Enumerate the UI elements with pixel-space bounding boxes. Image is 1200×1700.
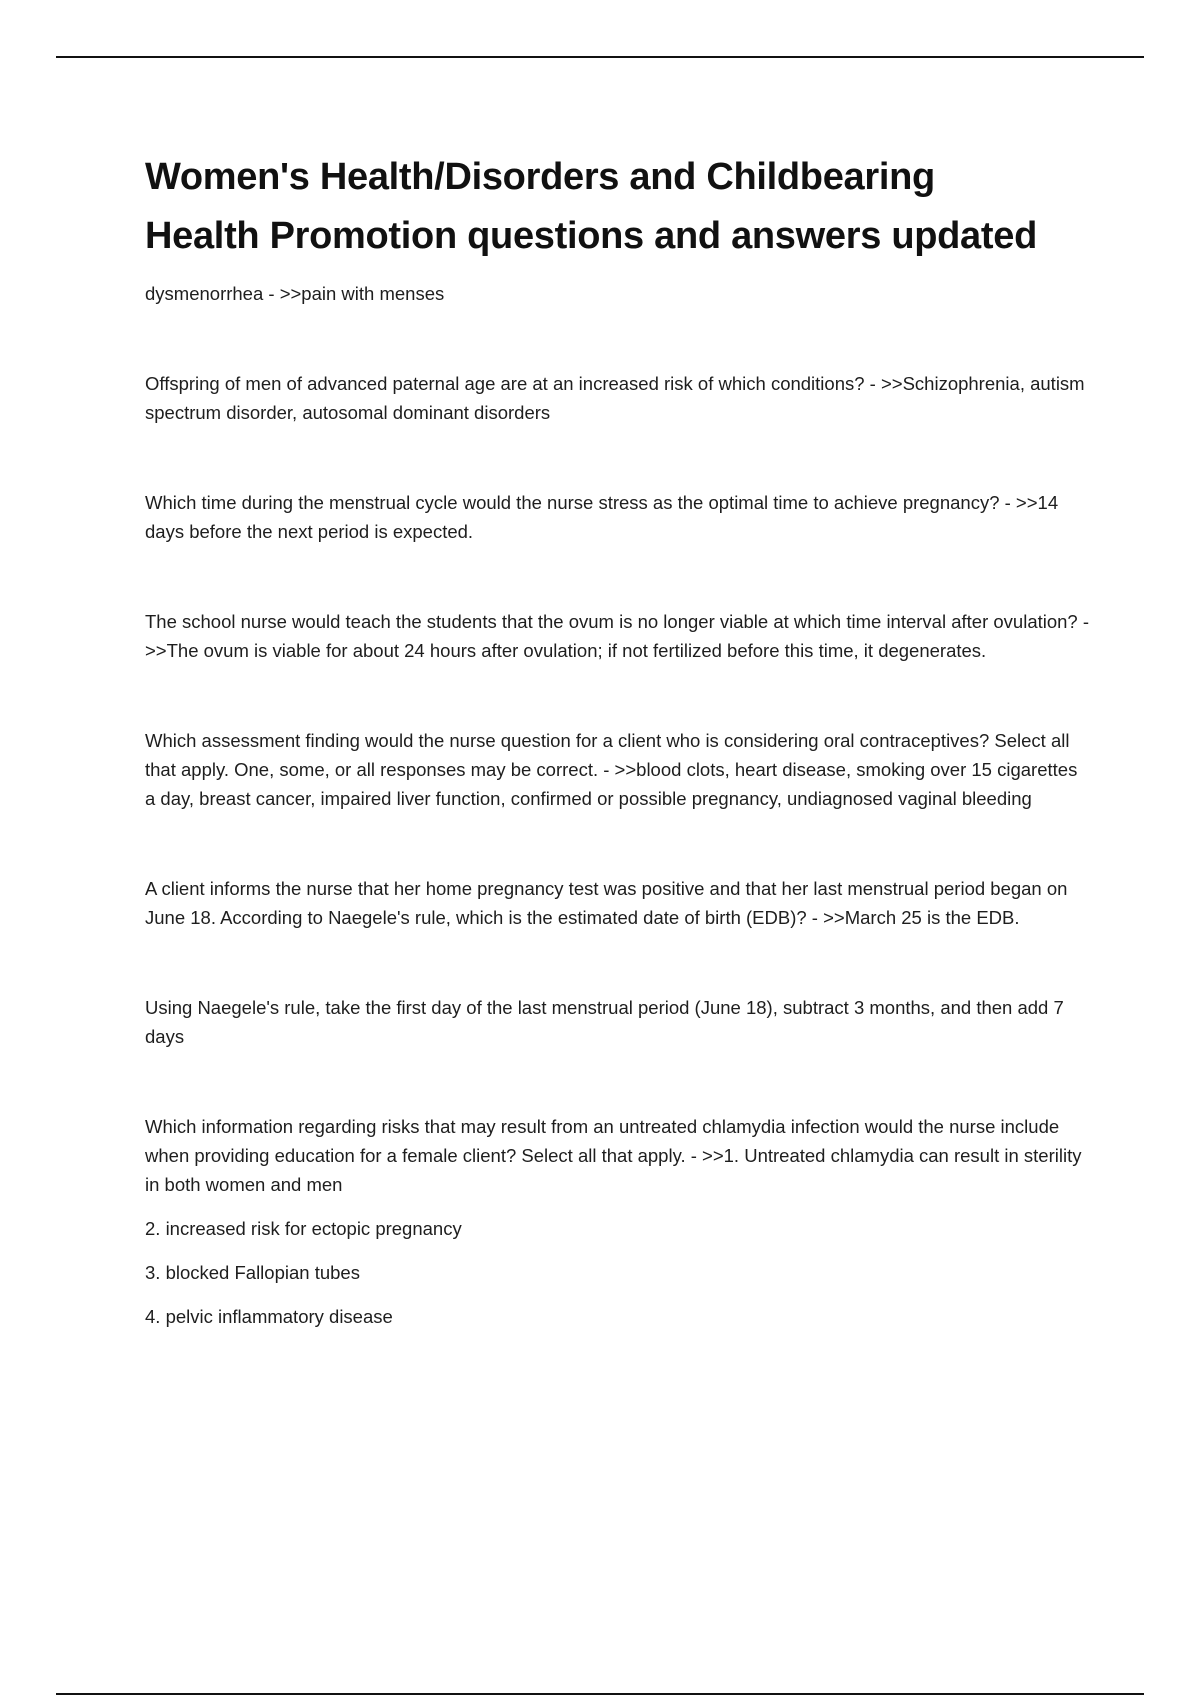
qa-text: dysmenorrhea - >>pain with menses bbox=[145, 283, 445, 304]
qa-text: Which information regarding risks that may result from an untreated chlamydia infection would the nurse include when providing education for a female client? Select all that apply. - >>1. Untreated chlamydia can result in sterility in both women and men bbox=[145, 1116, 1082, 1195]
qa-entry-6 bbox=[145, 874, 1090, 932]
qa-entry-5 bbox=[145, 726, 1090, 813]
bottom-rule bbox=[56, 1693, 1144, 1695]
answer-list-item: 4. pelvic inflammatory disease bbox=[145, 1306, 393, 1327]
qa-text: The school nurse would teach the students that the ovum is no longer viable at which time interval after ovulation? - >>The ovum is viable for about 24 hours after ovulation; if not fertilized before this time, it degenerates. bbox=[145, 611, 1090, 661]
qa-text: A client informs the nurse that her home pregnancy test was positive and that her last menstrual period began on June 18. According to Naegele's rule, which is the estimated date of birth (EDB)? - >>March 25 is the EDB. bbox=[145, 878, 1068, 928]
qa-entry-1 bbox=[145, 279, 1090, 308]
qa-text: Using Naegele's rule, take the first day of the last menstrual period (June 18), subtract 3 months, and then add 7 days bbox=[145, 997, 1064, 1047]
document-title bbox=[145, 148, 1090, 266]
qa-entry-7 bbox=[145, 993, 1090, 1051]
qa-entry-2 bbox=[145, 369, 1090, 427]
qa-entry-8 bbox=[145, 1112, 1090, 1331]
qa-entry-3 bbox=[145, 488, 1090, 546]
qa-text: Which assessment finding would the nurse question for a client who is considering oral contraceptives? Select all that apply. One, some, or all responses may be correct. - >>blood clots, heart disease, smoking over 15 cigarettes a day, breast cancer, impaired liver function, confirmed or possible pregnancy, undiagnosed vaginal bleeding bbox=[145, 730, 1078, 809]
top-rule bbox=[56, 56, 1144, 58]
document-page bbox=[145, 148, 1090, 1331]
qa-entry-4 bbox=[145, 607, 1090, 665]
answer-list-item: 3. blocked Fallopian tubes bbox=[145, 1262, 360, 1283]
answer-list-item: 2. increased risk for ectopic pregnancy bbox=[145, 1218, 462, 1239]
title-line-2: Health Promotion questions and answers updated bbox=[145, 215, 1037, 257]
qa-text: Offspring of men of advanced paternal age are at an increased risk of which conditions? - >>Schizophrenia, autism spectrum disorder, autosomal dominant disorders bbox=[145, 373, 1085, 423]
qa-text: Which time during the menstrual cycle would the nurse stress as the optimal time to achieve pregnancy? - >>14 days before the next period is expected. bbox=[145, 492, 1059, 542]
title-line-1: Women's Health/Disorders and Childbearing bbox=[145, 156, 935, 198]
